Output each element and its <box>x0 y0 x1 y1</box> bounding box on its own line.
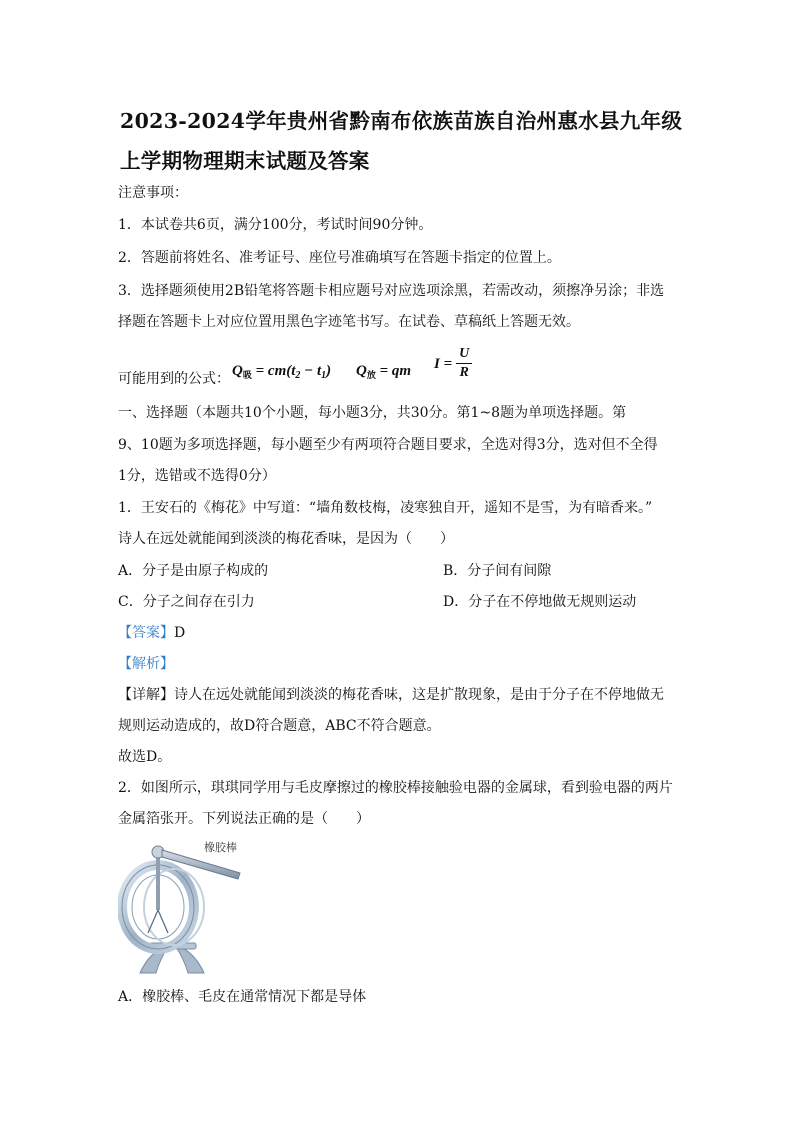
formula-heat-released: $Q_放$ = qm <box>356 363 412 380</box>
figure-label-rubber-rod: 橡胶棒 <box>204 841 237 854</box>
detail-tag: 【详解】 <box>118 687 174 703</box>
q1-option-c: C．分子之间存在引力 <box>118 594 255 610</box>
formula-heat-absorbed: $Q_吸 = cm(t_2 - t_1)$ <box>232 363 332 381</box>
q1-stem-line-1: 1．王安石的《梅花》中写道：“墙角数枝梅，凌寒独自开，遥知不是雪，为有暗香来。” <box>118 500 653 516</box>
q2-option-a: A．橡胶棒、毛皮在通常情况下都是导体 <box>118 989 367 1005</box>
answer-tag: 【答案】 <box>118 625 174 641</box>
formula-label: 可能用到的公式： <box>118 371 230 387</box>
metal-foil-left <box>148 910 158 933</box>
notice-item-3-cont: 择题在答题卡上对应位置用黑色字迹笔书写。在试卷、草稿纸上答题无效。 <box>118 314 580 330</box>
q1-detail-line-2: 规则运动造成的，故D符合题意，ABC不符合题意。 <box>118 718 441 734</box>
answer-value: D <box>174 625 186 641</box>
q2-stem-line-1: 2．如图所示，琪琪同学用与毛皮摩擦过的橡胶棒接触验电器的金属球，看到验电器的两片 <box>118 780 673 796</box>
section-1-line-1: 一、选择题（本题共10个小题，每小题3分，共30分。第1~8题为单项选择题。第 <box>118 405 627 421</box>
q2-stem-line-2: 金属箔张开。下列说法正确的是（ ） <box>118 811 370 827</box>
page-title-line-2: 上学期物理期末试题及答案 <box>120 149 370 173</box>
formula-ohms-law: I = $\frac{U}{R}$ <box>434 346 472 381</box>
notice-item-1: 1．本试卷共6页，满分100分，考试时间90分钟。 <box>118 217 433 233</box>
q1-option-b: B．分子间有间隙 <box>443 563 552 579</box>
q1-option-a: A．分子是由原子构成的 <box>118 563 269 579</box>
q1-conclusion: 故选D。 <box>118 749 172 765</box>
q1-stem-line-2: 诗人在远处就能闻到淡淡的梅花香味，是因为（ ） <box>118 531 454 547</box>
section-1-line-3: 1分，选错或不选得0分） <box>118 468 276 484</box>
metal-foil-right <box>158 910 168 933</box>
q1-option-d: D．分子在不停地做无规则运动 <box>443 594 637 610</box>
electroscope-figure <box>118 835 248 980</box>
notice-heading: 注意事项： <box>118 185 188 201</box>
analysis-tag: 【解析】 <box>118 656 174 672</box>
notice-item-2: 2．答题前将姓名、准考证号、座位号准确填写在答题卡指定的位置上。 <box>118 250 561 266</box>
q1-detail-line-1: 【详解】诗人在远处就能闻到淡淡的梅花香味，这是扩散现象，是由于分子在不停地做无 <box>118 687 664 703</box>
q1-answer <box>118 623 185 643</box>
notice-item-3: 3．选择题须使用2B铅笔将答题卡相应题号对应选项涂黑，若需改动，须擦净另涂；非选 <box>118 283 665 299</box>
page-title-line-1: 2023-2024学年贵州省黔南布依族苗族自治州惠水县九年级 <box>120 109 683 133</box>
section-1-line-2: 9、10题为多项选择题，每小题至少有两项符合题目要求，全选对得3分，选对但不全得 <box>118 437 658 453</box>
